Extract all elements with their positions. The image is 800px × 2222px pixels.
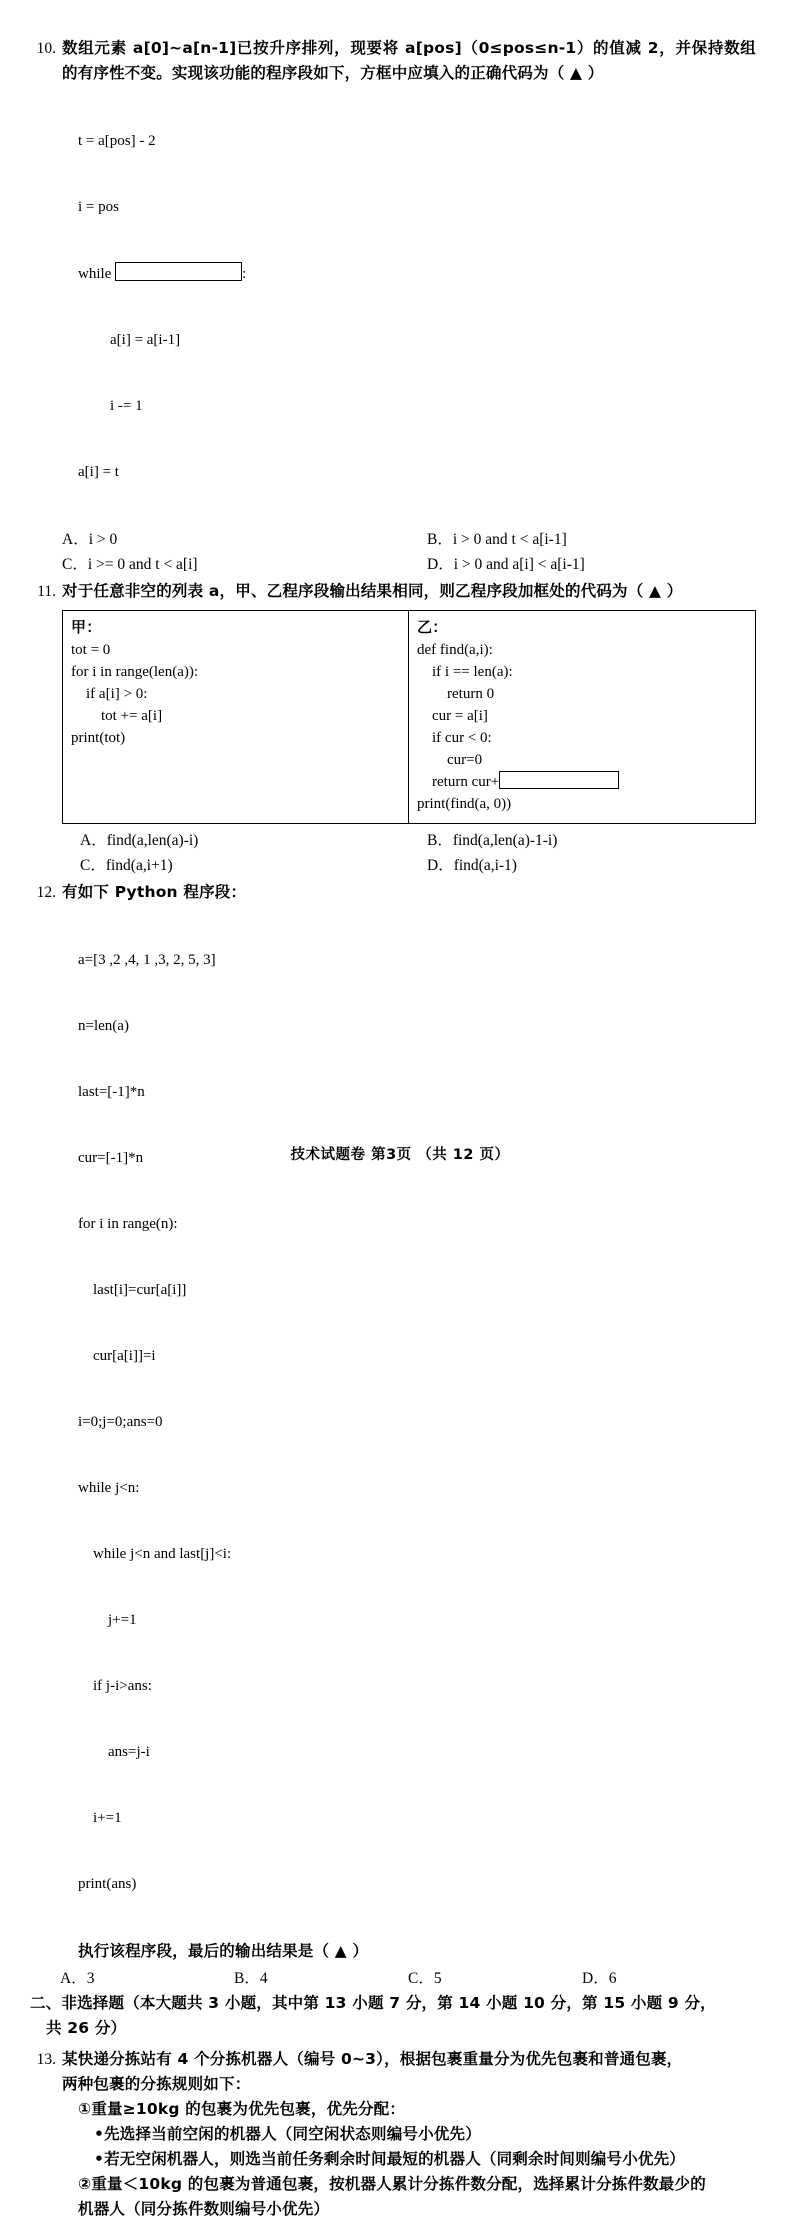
option-a[interactable]: A．i > 0: [62, 531, 118, 548]
code-line: ans=j-i: [78, 1744, 150, 1760]
page-footer: 技术试题卷 第3页 （共 12 页）: [290, 1147, 510, 1163]
return-prefix: return cur+: [417, 774, 500, 790]
code-line: a=[3 ,2 ,4, 1 ,3, 2, 5, 3]: [78, 952, 216, 968]
code-line: cur=0: [417, 752, 483, 768]
code-line: if a[i] > 0:: [71, 686, 148, 702]
question-13-bullet1: •先选择当前空闲的机器人（同空闲状态则编号小优先）: [94, 2125, 481, 2143]
while-colon: :: [242, 266, 247, 282]
question-10-number: 10.: [36, 40, 56, 57]
question-13-number: 13.: [36, 2051, 56, 2068]
section-heading-line1: 二、非选择题（本大题共 3 小题，其中第 13 小题 7 分，第 14 小题 10 分，第 15 小题 9 分，: [30, 1994, 716, 2012]
question-13-stem-line2: 两种包裹的分拣规则如下：: [62, 2075, 251, 2093]
option-d[interactable]: D．6: [582, 1970, 617, 1987]
code-line: last=[-1]*n: [78, 1084, 145, 1100]
question-10: [30, 36, 756, 577]
code-line: print(ans): [78, 1876, 137, 1892]
code-line: i -= 1: [110, 398, 143, 414]
question-13-rule1: ①重量≥10kg 的包裹为优先包裹，优先分配：: [78, 2100, 406, 2118]
code-line: t = a[pos] - 2: [78, 133, 156, 149]
question-11-number: 11.: [37, 583, 56, 600]
code-line: tot = 0: [71, 642, 111, 658]
code-line: tot += a[i]: [71, 708, 163, 724]
program-yi-title: 乙：: [417, 620, 448, 636]
code-line: while j<n and last[j]<i:: [78, 1546, 232, 1562]
code-line: for i in range(n):: [78, 1216, 178, 1232]
while-keyword: while: [78, 266, 116, 282]
program-jia-title: 甲：: [71, 620, 102, 636]
question-10-options: [62, 527, 756, 577]
question-13-bullet2: •若无空闲机器人，则选当前任务剩余时间最短的机器人（同剩余时间则编号小优先）: [94, 2150, 686, 2168]
question-11-stem: 对于任意非空的列表 a，甲、乙程序段输出结果相同，则乙程序段加框处的代码为（ ▲ ）: [62, 582, 683, 600]
option-a[interactable]: A．find(a,len(a)-i): [80, 832, 199, 849]
question-13-stem-line1: 某快递分拣站有 4 个分拣机器人（编号 0~3），根据包裹重量分为优先包裹和普通包裹，: [62, 2050, 683, 2068]
option-c[interactable]: C．find(a,i+1): [80, 857, 173, 874]
question-12-stem: 有如下 Python 程序段：: [62, 883, 247, 901]
code-line: while j<n:: [78, 1480, 140, 1496]
option-c[interactable]: C．i >= 0 and t < a[i]: [62, 556, 198, 573]
section-heading: [30, 1991, 756, 2041]
section-heading-line2: 共 26 分）: [46, 2019, 127, 2037]
question-11-code-box: [62, 610, 756, 824]
program-jia: [63, 611, 409, 823]
code-line: return 0: [417, 686, 495, 702]
question-11: [30, 579, 756, 878]
option-a[interactable]: A．3: [60, 1970, 95, 1987]
code-line: def find(a,i):: [417, 642, 493, 658]
code-line: cur = a[i]: [417, 708, 488, 724]
question-11-options: [62, 828, 756, 878]
program-yi: [409, 611, 755, 823]
code-line: if cur < 0:: [417, 730, 492, 746]
code-line: a[i] = a[i-1]: [110, 332, 181, 348]
code-line: cur=[-1]*n: [78, 1150, 144, 1166]
option-c[interactable]: C．5: [408, 1970, 442, 1987]
code-line: print(tot): [71, 730, 126, 746]
option-b[interactable]: B．find(a,len(a)-1-i): [427, 832, 558, 849]
answer-blank-box[interactable]: [499, 771, 619, 789]
question-13-rule2-line2: 机器人（同分拣件数则编号小优先）: [78, 2200, 330, 2218]
code-line: for i in range(len(a)):: [71, 664, 199, 680]
code-line: n=len(a): [78, 1018, 129, 1034]
code-line: print(find(a, 0)): [417, 796, 512, 812]
code-line: cur[a[i]]=i: [78, 1348, 156, 1364]
code-line: i = pos: [78, 199, 119, 215]
answer-blank-box[interactable]: [115, 262, 242, 281]
option-d[interactable]: D．i > 0 and a[i] < a[i-1]: [427, 556, 585, 573]
question-10-stem: 数组元素 a[0]~a[n-1]已按升序排列，现要将 a[pos]（0≤pos≤n-1）的值减 2，并保持数组的有序性不变。实现该功能的程序段如下，方框中应填入的正确代码为（ ▲ ）: [62, 39, 756, 82]
code-line: i=0;j=0;ans=0: [78, 1414, 163, 1430]
question-12: [30, 880, 756, 1964]
question-12-options: [30, 1966, 756, 1991]
question-12-number: 12.: [36, 884, 56, 901]
code-line-return: [417, 771, 747, 793]
question-12-tail: 执行该程序段，最后的输出结果是（ ▲ ）: [78, 1942, 369, 1960]
code-line: i+=1: [78, 1810, 122, 1826]
code-line: a[i] = t: [78, 464, 119, 480]
question-10-code: [62, 86, 756, 527]
question-13-rule2-line1: ②重量＜10kg 的包裹为普通包裹，按机器人累计分拣件数分配，选择累计分拣件数最少的: [78, 2175, 706, 2193]
code-line: last[i]=cur[a[i]]: [78, 1282, 187, 1298]
code-line: j+=1: [78, 1612, 137, 1628]
question-13: [30, 2047, 756, 2222]
option-b[interactable]: B．4: [234, 1970, 268, 1987]
code-line: if j-i>ans:: [78, 1678, 152, 1694]
code-line: if i == len(a):: [417, 664, 513, 680]
code-line-while: [78, 262, 756, 285]
option-b[interactable]: B．i > 0 and t < a[i-1]: [427, 531, 567, 548]
question-12-code: [62, 905, 756, 1939]
code-spacer: [71, 771, 400, 793]
option-d[interactable]: D．find(a,i-1): [427, 857, 517, 874]
code-spacer: [71, 749, 400, 771]
